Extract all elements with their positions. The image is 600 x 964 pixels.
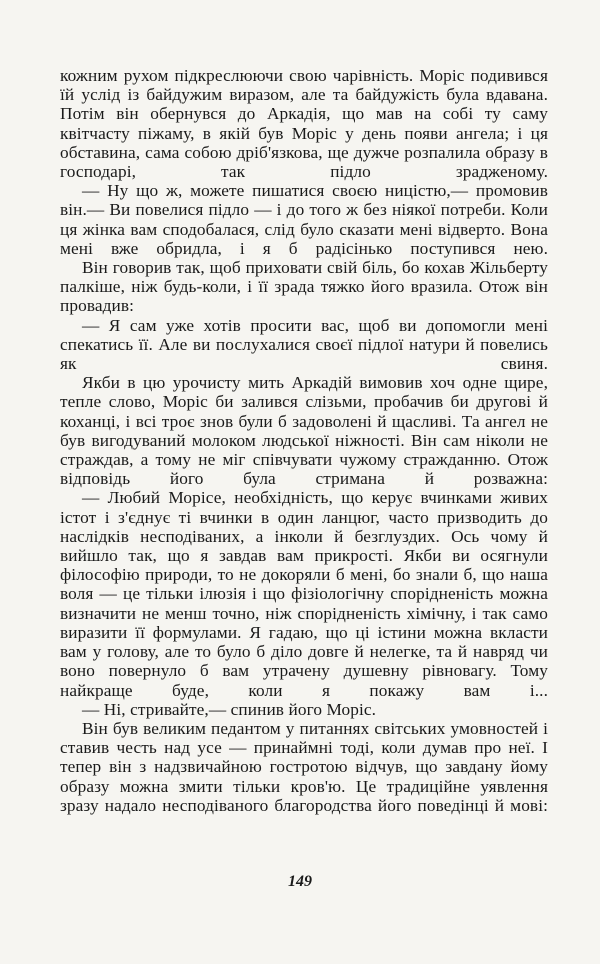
- paragraph-5: Якби в цю урочисту мить Аркадій вимовив хоч одне щире, тепле слово, Моріс би залився слізьми, пробачив би другові й коханці, і всі троє знов були б задоволені й щасливі. Та ангел не був вигодуваний молоком людської ніжності. Він сам ніколи не страждав, а тому не міг співчувати чужому стражданню. Отож відповідь його була стримана й розважна:: [60, 373, 548, 489]
- paragraph-4: — Я сам уже хотів просити вас, щоб ви допомогли мені спекатись її. Але ви послухалися своєї підлої натури й повелись як свиня.: [60, 315, 548, 374]
- paragraph-6: — Любий Морісе, необхідність, що керує вчинками живих істот і з'єднує ті вчинки в один ланцюг, часто призводить до наслідків несподіваних, а інколи й безглуздих. Ось чому й вийшло так, що я завдав вам прикрості. Якби ви осягнули філософію природи, то не докоряли б мені, бо знали б, що наша воля — це тільки ілюзія і що фізіологічну спорідненість можна визначити не менш точно, ніж спорідненість хімічну, і так само виразити її формулами. Я гадаю, що ці істини можна вкласти вам у голову, але то було б діло довге й нелегке, та й навряд чи воно повернуло б вам утрачену душевну рівновагу. Тому найкраще буде, коли я покажу вам і...: [60, 488, 548, 700]
- page-number: 149: [288, 873, 312, 890]
- paragraph-7: — Ні, стривайте,— спинив його Моріс.: [82, 699, 377, 719]
- paragraph-2: — Ну що ж, можете пишатися своєю ницістю,— промовив він.— Ви повелися підло — і до того ж без ніякої потреби. Коли ця жінка вам сподобалася, слід було сказати мені відверто. Вона мені вже обридла, і я б радісінько поступився нею.: [60, 181, 548, 258]
- paragraph-1: кожним рухом підкреслюючи свою чарівність. Моріс подивився їй услід із байдужим виразом, але та байдужість була вдавана. Потім він обернувся до Аркадія, що мав на собі ту саму квітчасту піжаму, в якій був Моріс у день появи ангела; і ця обставина, сама собою дріб'язкова, ще дужче розпалила образу в господарі, так підло зрадженому.: [60, 66, 548, 182]
- paragraph-8: Він був великим педантом у питаннях світських умовностей і ставив честь над усе — принаймні тоді, коли думав про неї. І тепер він з надзвичайною гостротою відчув, що завдану йому образу можна змити тільки кров'ю. Це традиційне уявлення зразу надало несподіваного благородства його поведінці й мові:: [60, 718, 548, 815]
- book-page-text: [60, 66, 548, 815]
- paragraph-3: Він говорив так, щоб приховати свій біль, бо кохав Жільберту палкіше, ніж будь-коли, і її зрада тяжко його вразила. Отож він провадив:: [60, 258, 548, 316]
